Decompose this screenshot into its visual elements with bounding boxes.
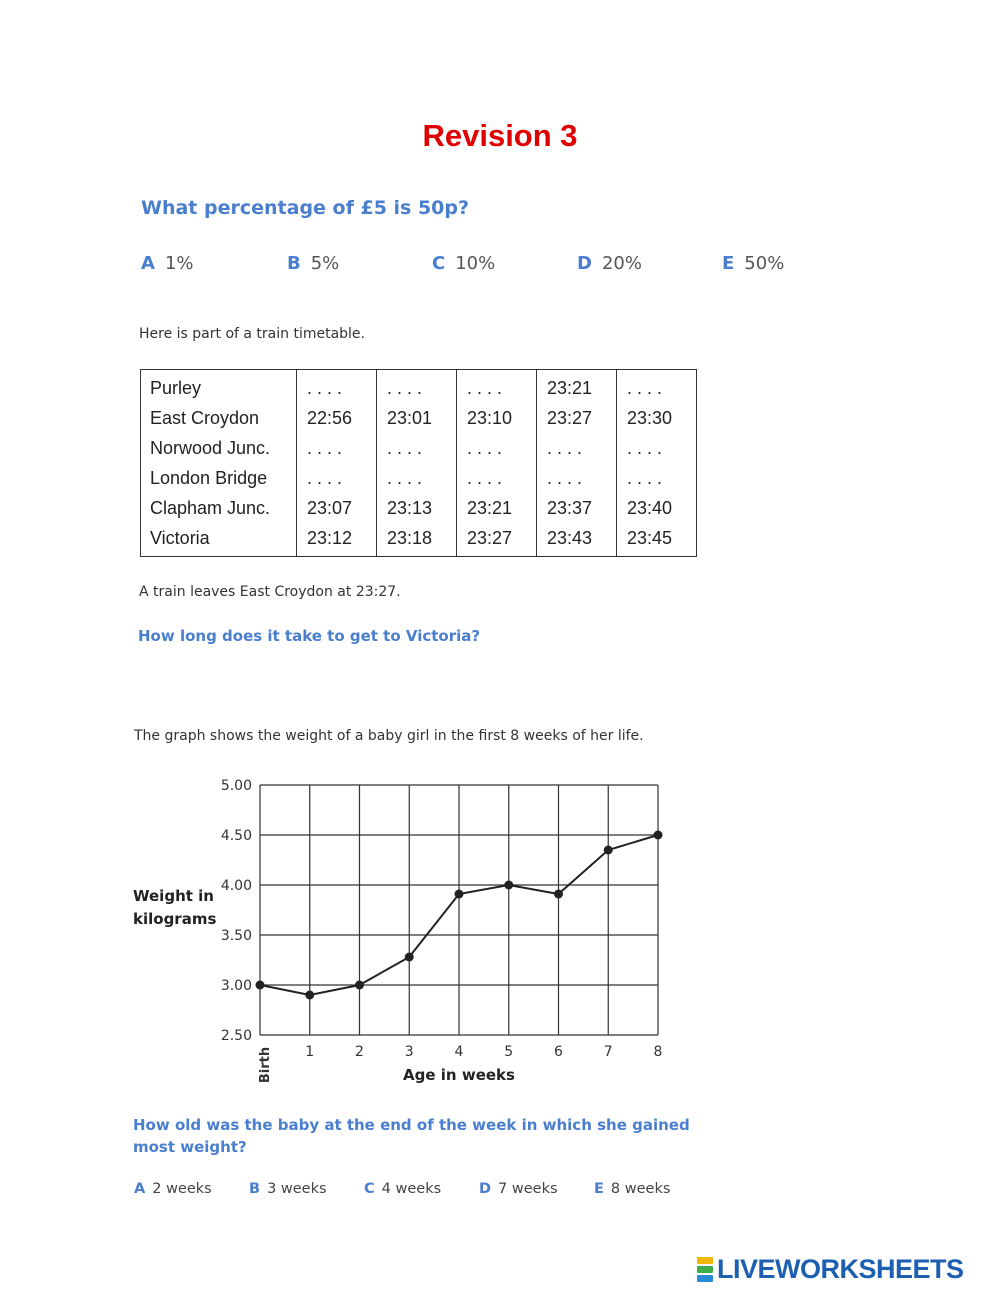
departure-time: . . . . <box>457 433 537 463</box>
option-e[interactable]: E 8 weeks <box>594 1181 671 1197</box>
departure-time: 23:43 <box>537 523 617 557</box>
departure-time: . . . . <box>617 463 697 493</box>
departure-time: 23:18 <box>377 523 457 557</box>
weight-line-chart <box>120 765 700 1095</box>
departure-time: . . . . <box>377 433 457 463</box>
y-axis-label-line-1: Weight in <box>133 887 214 905</box>
timetable-intro: Here is part of a train timetable. <box>139 326 365 342</box>
x-tick-label: Birth <box>258 1046 273 1084</box>
data-point <box>256 981 265 990</box>
page-title: Revision 3 <box>422 118 578 153</box>
departure-time: . . . . <box>377 370 457 404</box>
x-tick-label: 1 <box>305 1044 315 1060</box>
departure-time: . . . . <box>377 463 457 493</box>
departure-time: . . . . <box>297 463 377 493</box>
x-tick-label: 6 <box>554 1044 563 1060</box>
y-tick-label: 4.00 <box>220 878 252 894</box>
option-a[interactable]: A 2 weeks <box>134 1181 212 1197</box>
option-b[interactable]: B 3 weeks <box>249 1181 327 1197</box>
option-e[interactable]: E 50% <box>722 253 785 274</box>
question-3-line-2: most weight? <box>133 1138 247 1156</box>
station-name: East Croydon <box>141 403 297 433</box>
departure-time: . . . . <box>457 370 537 404</box>
departure-time: . . . . <box>617 370 697 404</box>
x-tick-label: 5 <box>504 1044 514 1060</box>
departure-time: . . . . <box>297 370 377 404</box>
data-point <box>654 831 663 840</box>
departure-time: 23:27 <box>457 523 537 557</box>
option-b[interactable]: B 5% <box>287 253 340 274</box>
station-name: Norwood Junc. <box>141 433 297 463</box>
option-d[interactable]: D 7 weeks <box>479 1181 558 1197</box>
station-name: London Bridge <box>141 463 297 493</box>
option-d[interactable]: D 20% <box>577 253 642 274</box>
data-point <box>305 991 314 1000</box>
question-2-text: How long does it take to get to Victoria? <box>138 627 481 645</box>
departure-time: . . . . <box>537 463 617 493</box>
data-point <box>355 981 364 990</box>
station-name: Purley <box>141 370 297 404</box>
departure-time: 23:21 <box>457 493 537 523</box>
timetable-note: A train leaves East Croydon at 23:27. <box>139 584 401 600</box>
departure-time: . . . . <box>457 463 537 493</box>
graph-intro: The graph shows the weight of a baby girl in the first 8 weeks of her life. <box>134 728 644 744</box>
departure-time: . . . . <box>297 433 377 463</box>
x-axis-label: Age in weeks <box>403 1066 515 1084</box>
departure-time: . . . . <box>617 433 697 463</box>
logo-text: LIVEWORKSHEETS <box>717 1253 964 1284</box>
x-tick-label: 7 <box>603 1044 613 1060</box>
station-name: Clapham Junc. <box>141 493 297 523</box>
departure-time: 23:01 <box>377 403 457 433</box>
y-tick-label: 4.50 <box>220 828 252 844</box>
question-3-text <box>133 1114 690 1158</box>
x-tick-label: 2 <box>355 1044 364 1060</box>
timetable-row <box>141 463 697 493</box>
departure-time: 23:12 <box>297 523 377 557</box>
y-tick-label: 3.50 <box>220 928 252 944</box>
option-c[interactable]: C 4 weeks <box>364 1181 442 1197</box>
departure-time: 23:07 <box>297 493 377 523</box>
station-name: Victoria <box>141 523 297 557</box>
option-a[interactable]: A 1% <box>141 253 194 274</box>
timetable-row <box>141 370 697 404</box>
y-axis-label-line-2: kilograms <box>133 910 217 928</box>
timetable-row <box>141 403 697 433</box>
departure-time: . . . . <box>537 433 617 463</box>
departure-time: 23:13 <box>377 493 457 523</box>
x-tick-label: 4 <box>454 1044 464 1060</box>
data-point <box>604 846 613 855</box>
option-c[interactable]: C 10% <box>432 253 496 274</box>
x-tick-label: 8 <box>653 1044 663 1060</box>
departure-time: 23:10 <box>457 403 537 433</box>
data-point <box>455 890 464 899</box>
liveworksheets-logo <box>697 1252 964 1286</box>
y-tick-label: 5.00 <box>220 778 252 794</box>
question-1-text: What percentage of £5 is 50p? <box>141 197 470 219</box>
departure-time: 23:30 <box>617 403 697 433</box>
timetable-row <box>141 523 697 557</box>
timetable-row <box>141 433 697 463</box>
departure-time: 23:21 <box>537 370 617 404</box>
y-tick-label: 3.00 <box>220 978 252 994</box>
question-3-line-1: How old was the baby at the end of the week in which she gained <box>133 1116 690 1134</box>
departure-time: 23:27 <box>537 403 617 433</box>
x-tick-label: 3 <box>404 1044 414 1060</box>
data-point <box>504 881 513 890</box>
departure-time: 23:45 <box>617 523 697 557</box>
train-timetable <box>140 369 697 557</box>
data-point <box>554 890 563 899</box>
departure-time: 22:56 <box>297 403 377 433</box>
departure-time: 23:40 <box>617 493 697 523</box>
timetable-row <box>141 493 697 523</box>
y-tick-label: 2.50 <box>220 1028 252 1044</box>
data-point <box>405 953 414 962</box>
departure-time: 23:37 <box>537 493 617 523</box>
logo-icon <box>697 1256 713 1283</box>
